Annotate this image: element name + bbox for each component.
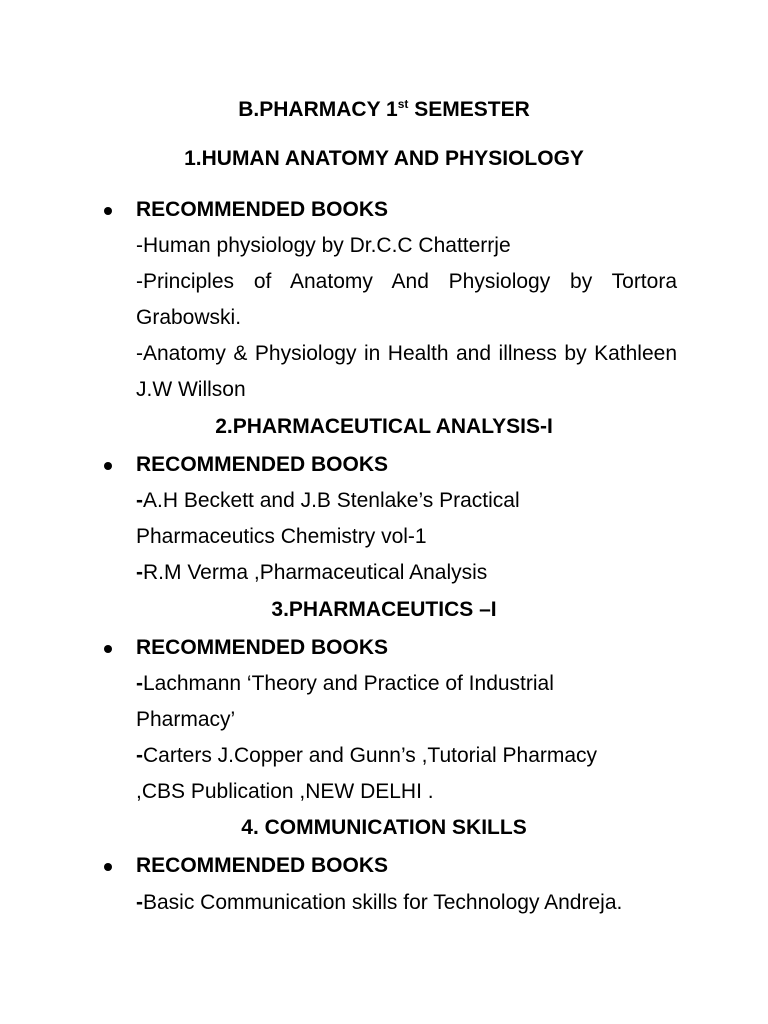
book-text: R.M Verma ,Pharmaceutical Analysis: [143, 561, 488, 584]
book-text: Lachmann ‘Theory and Practice of Industrial Pharmacy’: [136, 672, 554, 731]
book-dash: -: [136, 672, 143, 695]
bullet-label: RECOMMENDED BOOKS: [136, 198, 389, 221]
bullet-dot-icon: [104, 207, 112, 215]
title-suffix: SEMESTER: [408, 98, 530, 121]
book-entry: -Human physiology by Dr.C.C Chatterrje: [136, 234, 511, 257]
subject-heading-1: 1.HUMAN ANATOMY AND PHYSIOLOGY: [184, 147, 584, 170]
book-entry: [136, 738, 646, 810]
book-dash: -: [136, 891, 143, 914]
book-entry: [136, 666, 606, 738]
subject-heading-2: 2.PHARMACEUTICAL ANALYSIS-I: [215, 415, 553, 438]
bullet-label: RECOMMENDED BOOKS: [136, 453, 389, 476]
book-entry: [136, 483, 566, 555]
title-prefix: B.PHARMACY 1: [238, 98, 398, 121]
book-dash: -: [136, 489, 143, 512]
bullet-dot-icon: [104, 462, 112, 470]
page-title: [0, 96, 768, 124]
book-dash: -: [136, 561, 143, 584]
book-dash: -: [136, 744, 143, 767]
bullet-dot-icon: [104, 645, 112, 653]
subject-heading-4: 4. COMMUNICATION SKILLS: [241, 816, 527, 839]
book-entry: [136, 555, 677, 591]
book-entry: -Anatomy & Physiology in Health and illness by Kathleen J.W Willson: [136, 342, 677, 401]
book-text: A.H Beckett and J.B Stenlake’s Practical Pharmaceutics Chemistry vol-1: [136, 489, 520, 548]
book-text: Basic Communication skills for Technology Andreja.: [143, 891, 623, 914]
title-superscript: st: [397, 97, 409, 111]
bullet-label: RECOMMENDED BOOKS: [136, 854, 389, 877]
bullet-label: RECOMMENDED BOOKS: [136, 636, 389, 659]
book-entry: -Principles of Anatomy And Physiology by Tortora Grabowski.: [136, 270, 677, 329]
book-text: Carters J.Copper and Gunn’s ,Tutorial Pharmacy ,CBS Publication ,NEW DELHI .: [136, 744, 598, 803]
book-entry: [136, 885, 677, 921]
subject-heading-3: 3.PHARMACEUTICS –I: [271, 598, 497, 621]
bullet-dot-icon: [104, 863, 112, 871]
